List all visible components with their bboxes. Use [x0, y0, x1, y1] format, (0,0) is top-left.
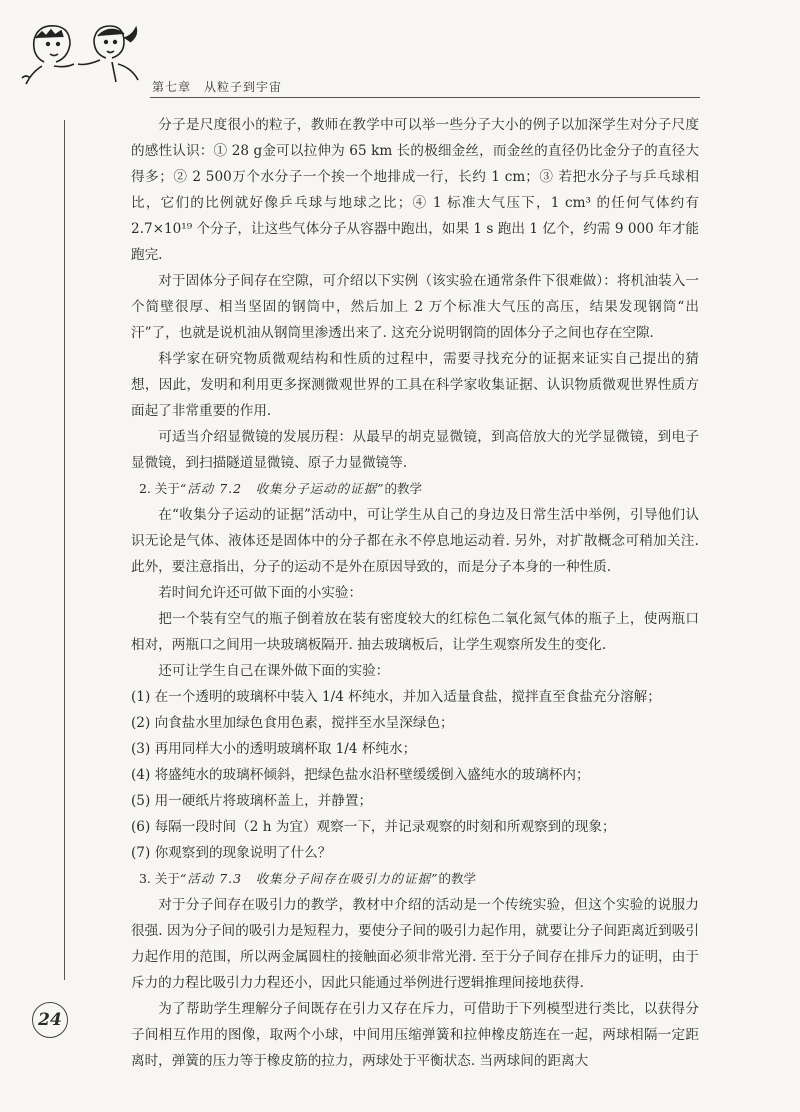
page-header — [0, 0, 800, 120]
section-heading-3 — [131, 866, 699, 892]
section-suffix: 的教学 — [384, 481, 423, 496]
paragraph: 对于分子间存在吸引力的教学，教材中介绍的活动是一个传统实验，但这个实验的说服力很强. 因为分子间的吸引力是短程力，要使分子间的吸引力起作用，就要让分子间距离近到吸引力起作用的范围，所以两金属圆柱的接触面必须非常光滑. 至于分子间存在排斥力的证明，由于斥力的力程比吸引力力程还小，因此只能通过举例进行逻辑推理间接地获得. — [131, 897, 699, 991]
list-item: (4) 将盛纯水的玻璃杯倾斜，把绿色盐水沿杯壁缓缓倒入盛纯水的玻璃杯内； — [131, 767, 590, 783]
children-illustration-icon — [14, 14, 154, 94]
section-title: “活动 7.3 收集分子间存在吸引力的证据” — [179, 871, 439, 886]
section-prefix: 3. 关于 — [138, 871, 180, 886]
paragraph: 对于固体分子间存在空隙，可介绍以下实例（该实验在通常条件下很难做）：将机油装入一个简壁很厚、相当坚固的钢筒中，然后加上 2 万个标准大气压的高压，结果发现钢筒“出汗”了，也就是说机油从钢筒里渗透出来了. 这充分说明钢筒的固体分子之间也存在空隙. — [131, 273, 699, 341]
page-content — [131, 112, 699, 1074]
list-item: (2) 向食盐水里加绿色食用色素，搅拌至水呈深绿色； — [131, 715, 454, 731]
paragraph: 为了帮助学生理解分子间既存在引力又存在斥力，可借助于下列模型进行类比，以获得分子间相互作用的图像，取两个小球，中间用压缩弹簧和拉伸橡皮筋连在一起，两球相隔一定距离时，弹簧的压力等于橡皮筋的拉力，两球处于平衡状态. 当两球间的距离大 — [131, 1001, 699, 1069]
section-title: “活动 7.2 收集分子运动的证据” — [179, 481, 385, 496]
list-item: (3) 再用同样大小的透明玻璃杯取 1/4 杯纯水； — [131, 741, 417, 757]
section-prefix: 2. 关于 — [138, 481, 180, 496]
paragraph: 科学家在研究物质微观结构和性质的过程中，需要寻找充分的证据来证实自己提出的猜想，因此，发明和利用更多探测微观世界的工具在科学家收集证据、认识物质微观世界性质方面起了非常重要的作用. — [131, 351, 699, 419]
section-heading-2 — [131, 476, 699, 502]
list-item: (6) 每隔一段时间（2 h 为宜）观察一下，并记录观察的时刻和所观察到的现象； — [131, 819, 616, 835]
paragraph: 分子是尺度很小的粒子，教师在教学中可以举一些分子大小的例子以加深学生对分子尺度的感性认识：① 28 g金可以拉伸为 65 km 长的极细金丝，而金丝的直径仍比金分子的直径大得多；② 2 500万个水分子一个挨一个地排成一行，长约 1 cm；③ 若把水分子与乒乓球相比，它们的比例就好像乒乓球与地球之比；④ 1 标准大气压下，1 cm³ 的任何气体约有 2.7×10¹⁹ 个分子，让这些气体分子从容器中跑出，如果 1 s 跑出 1 亿个，约需 9 000 年才能跑完. — [131, 117, 699, 263]
paragraph: 把一个装有空气的瓶子倒着放在装有密度较大的红棕色二氧化氮气体的瓶子上，使两瓶口相对，两瓶口之间用一块玻璃板隔开. 抽去玻璃板后，让学生观察所发生的变化. — [131, 611, 699, 653]
page-number: 24 — [32, 1002, 68, 1038]
paragraph: 还可让学生自己在课外做下面的实验： — [158, 663, 390, 679]
section-suffix: 的教学 — [438, 871, 477, 886]
paragraph: 在“收集分子运动的证据”活动中，可让学生从自己的身边及日常生活中举例，引导他们认识无论是气体、液体还是固体中的分子都在永不停息地运动着. 另外，对扩散概念可稍加关注. 此外，要注意指出，分子的运动不是外在原因导致的，而是分子本身的一种性质. — [131, 507, 699, 575]
list-item: (5) 用一硬纸片将玻璃杯盖上，并静置； — [131, 793, 373, 809]
left-margin-rule — [64, 120, 65, 980]
chapter-title: 第七章 从粒子到宇宙 — [152, 80, 283, 94]
header-rule — [150, 97, 700, 98]
paragraph: 若时间允许还可做下面的小实验： — [158, 585, 363, 601]
list-item: (7) 你观察到的现象说明了什么？ — [131, 845, 332, 861]
list-item: (1) 在一个透明的玻璃杯中装入 1/4 杯纯水，并加入适量食盐，搅拌直至食盐充分溶解； — [131, 689, 661, 705]
paragraph: 可适当介绍显微镜的发展历程：从最早的胡克显微镜，到高倍放大的光学显微镜，到电子显微镜，到扫描隧道显微镜、原子力显微镜等. — [131, 429, 699, 471]
